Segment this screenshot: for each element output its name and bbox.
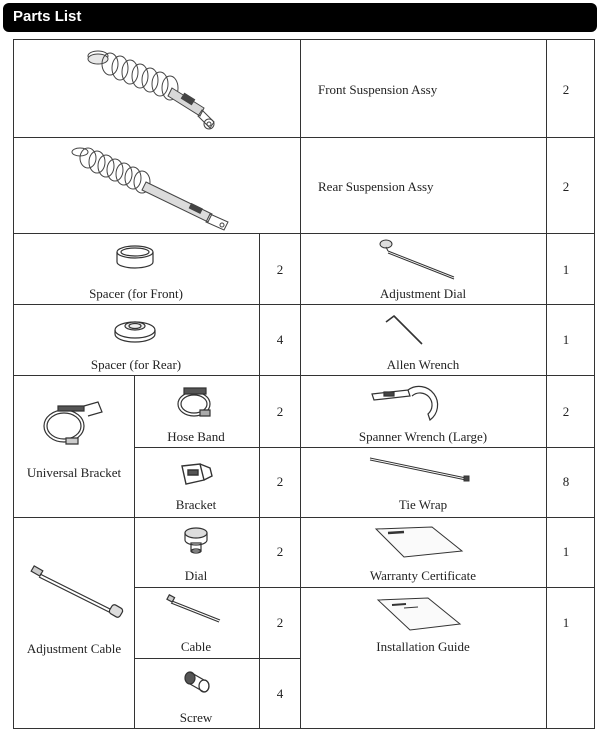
rear-suspension-icon — [62, 142, 242, 232]
spacer-front-icon — [114, 243, 156, 273]
column-divider — [134, 375, 135, 729]
tie-wrap-icon — [368, 454, 472, 484]
item-name-spanner-wrench: Spanner Wrench (Large) — [358, 429, 488, 444]
row-divider — [13, 304, 595, 305]
row-divider — [134, 658, 300, 659]
dial-icon — [182, 526, 210, 556]
item-name-hose-band: Hose Band — [167, 429, 225, 444]
spanner-wrench-icon — [368, 384, 444, 424]
column-divider — [546, 39, 547, 729]
item-qty-spacer-front: 2 — [276, 262, 284, 277]
item-name-installation-guide: Installation Guide — [376, 639, 470, 654]
row-divider — [13, 375, 595, 376]
item-qty-cable: 2 — [276, 615, 284, 630]
item-qty-installation-guide: 1 — [562, 615, 570, 630]
installation-guide-icon — [374, 596, 464, 632]
item-name-spacer-rear: Spacer (for Rear) — [90, 357, 182, 372]
item-name-rear-suspension: Rear Suspension Assy — [318, 179, 434, 194]
item-qty-spanner-wrench: 2 — [562, 404, 570, 419]
hose-band-icon — [174, 384, 216, 422]
item-name-warranty-certificate: Warranty Certificate — [369, 568, 477, 583]
item-qty-adjustment-dial: 1 — [562, 262, 570, 277]
page-title: Parts List — [13, 8, 82, 25]
item-qty-rear-suspension: 2 — [562, 179, 570, 194]
item-qty-dial: 2 — [276, 544, 284, 559]
row-divider — [13, 137, 595, 138]
item-name-adjustment-dial: Adjustment Dial — [379, 286, 467, 301]
front-suspension-icon — [72, 44, 232, 132]
adjustment-dial-icon — [378, 237, 460, 281]
item-name-universal-bracket: Universal Bracket — [26, 465, 122, 480]
item-qty-front-suspension: 2 — [562, 82, 570, 97]
row-divider — [134, 587, 595, 588]
cable-icon — [166, 594, 226, 624]
row-divider — [134, 447, 595, 448]
item-name-screw: Screw — [179, 710, 213, 725]
spacer-rear-icon — [112, 314, 158, 344]
item-qty-screw: 4 — [276, 686, 284, 701]
item-name-front-suspension: Front Suspension Assy — [318, 82, 438, 97]
item-name-tie-wrap: Tie Wrap — [398, 497, 448, 512]
allen-wrench-icon — [382, 312, 426, 348]
item-qty-spacer-rear: 4 — [276, 332, 284, 347]
item-name-dial: Dial — [184, 568, 208, 583]
item-name-spacer-front: Spacer (for Front) — [89, 286, 183, 301]
adjustment-cable-icon — [30, 564, 126, 620]
universal-bracket-icon — [40, 398, 106, 450]
item-name-adjustment-cable: Adjustment Cable — [26, 641, 122, 656]
row-divider — [13, 233, 595, 234]
screw-icon — [182, 670, 212, 694]
item-qty-tie-wrap: 8 — [562, 474, 570, 489]
bracket-icon — [178, 460, 214, 488]
item-name-allen-wrench: Allen Wrench — [386, 357, 460, 372]
item-qty-hose-band: 2 — [276, 404, 284, 419]
warranty-certificate-icon — [374, 525, 464, 559]
row-divider — [13, 517, 595, 518]
item-qty-bracket: 2 — [276, 474, 284, 489]
parts-list-header — [3, 3, 597, 32]
column-divider — [300, 39, 301, 729]
item-name-bracket: Bracket — [175, 497, 217, 512]
column-divider — [259, 233, 260, 729]
item-qty-warranty-certificate: 1 — [562, 544, 570, 559]
item-qty-allen-wrench: 1 — [562, 332, 570, 347]
item-name-cable: Cable — [180, 639, 212, 654]
